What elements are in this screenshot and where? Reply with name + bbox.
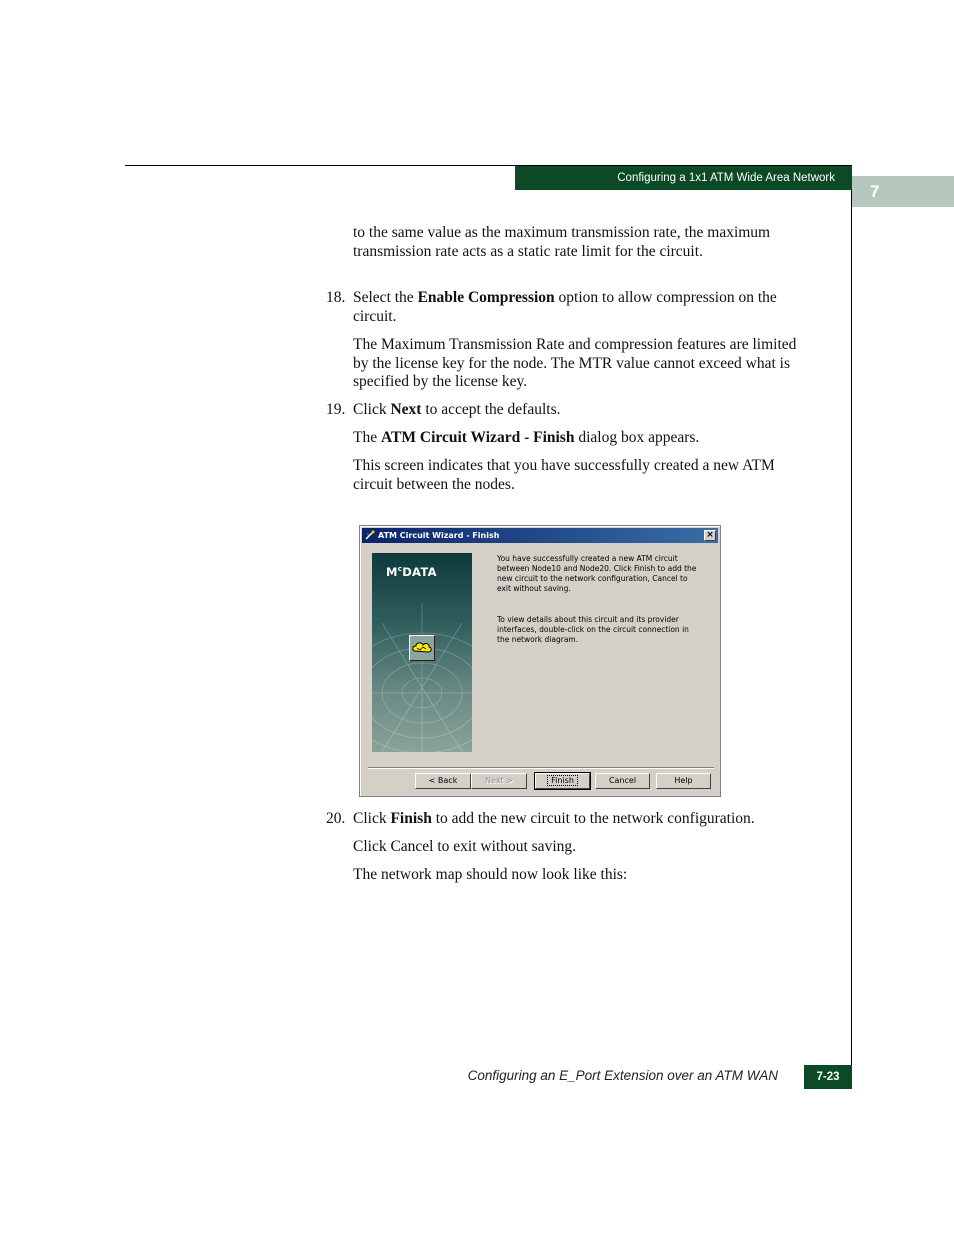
page-number: 7-23 <box>804 1065 852 1089</box>
step-number: 19. <box>326 401 346 418</box>
text-pre: The <box>353 429 381 446</box>
logo-c: c <box>397 565 403 574</box>
button-separator <box>368 767 714 769</box>
back-button[interactable]: < Back <box>415 773 471 789</box>
finish-button-label: Finish <box>547 775 578 786</box>
step-text-pre: Click <box>353 401 391 418</box>
dialog-titlebar <box>362 528 718 543</box>
license-note: The Maximum Transmission Rate and compression features are limited by the license key for the node. The MTR value cannot exceed what is specified by the license key. <box>353 336 797 391</box>
ui-term: Next <box>390 401 422 418</box>
step-number: 20. <box>326 810 346 827</box>
step-19-text <box>353 401 803 420</box>
step-number: 18. <box>326 289 346 306</box>
finish-button[interactable] <box>535 773 590 789</box>
step-18-text <box>353 289 803 326</box>
wizard-app-icon <box>365 530 376 541</box>
running-footer: Configuring an E_Port Extension over an ATM WAN <box>467 1068 778 1083</box>
atm-circuit-wizard-dialog <box>359 525 721 797</box>
circuit-cloud-icon <box>409 635 435 661</box>
text-post: dialog box appears. <box>574 429 700 446</box>
step-20-text <box>353 810 813 829</box>
network-map-paragraph: The network map should now look like this: <box>353 866 628 883</box>
wizard-side-panel <box>372 553 472 752</box>
dialog-message-2: To view details about this circuit and its provider interfaces, double-click on the circuit connection in the network diagram. <box>497 615 689 644</box>
dialog-message-1: You have successfully created a new ATM circuit between Node10 and Node20. Click Finish to add the new circuit to the network configuration, Cancel to exit without saving. <box>497 554 697 593</box>
success-paragraph: This screen indicates that you have successfully created a new ATM circuit between the nodes. <box>353 457 775 493</box>
step-text-post: option to allow compression on the circuit. <box>353 289 777 325</box>
mcdata-logo <box>386 565 437 579</box>
step-text-pre: Click <box>353 810 391 827</box>
ui-term: Enable Compression <box>417 289 555 306</box>
globe-grid-decoration <box>372 583 472 752</box>
ui-term: Finish <box>390 810 432 827</box>
step-text-post: to accept the defaults. <box>421 401 561 418</box>
intro-paragraph: to the same value as the maximum transmission rate, the maximum transmission rate acts as a static rate limit for the circuit. <box>353 224 771 260</box>
dialog-appears-text <box>353 429 803 448</box>
help-button[interactable]: Help <box>656 773 711 789</box>
chapter-tab: 7 <box>852 176 954 207</box>
ui-term: ATM Circuit Wizard - Finish <box>380 429 575 446</box>
dialog-title: ATM Circuit Wizard - Finish <box>378 531 500 540</box>
logo-m: M <box>386 565 398 579</box>
margin-rule <box>851 165 852 1089</box>
cancel-paragraph: Click Cancel to exit without saving. <box>353 838 576 855</box>
step-text-post: to add the new circuit to the network configuration. <box>431 810 755 827</box>
cancel-button[interactable]: Cancel <box>595 773 650 789</box>
logo-rest: DATA <box>402 565 437 579</box>
running-header: Configuring a 1x1 ATM Wide Area Network <box>515 166 852 190</box>
close-icon[interactable]: × <box>704 530 716 541</box>
step-text-pre: Select the <box>353 289 418 306</box>
next-button[interactable]: Next > <box>471 773 527 789</box>
